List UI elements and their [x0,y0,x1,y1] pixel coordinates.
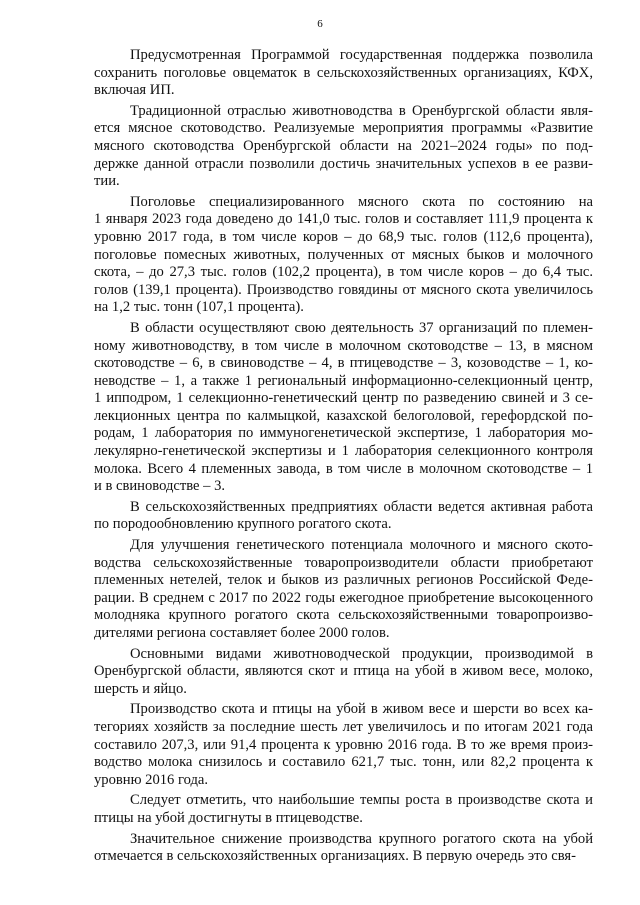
text-line: ному животноводству, в том числе в молочном скотоводстве – 13, в мясном [94,337,593,354]
text-line: уровню 2017 года, в том числе коров – до 68,9 тыс. голов (112,6 процента), [94,228,593,245]
text-line: родам, 1 лаборатория по иммуногенетической экспертизе, 1 лаборатория мо- [94,425,593,442]
text-line: 1 января 2023 года доведено до 141,0 тыс. голов и составляет 111,9 процента к [94,211,593,228]
text-line: Предусмотренная Программой государственная поддержка позволила [130,47,593,63]
paragraph [94,537,593,643]
text-line: по породообновлению крупного рогатого скота. [94,516,392,533]
text-line: молодняка крупного рогатого скота сельскохозяйственными товаропроизво- [94,607,593,624]
text-line: племенных нетелей, телок и быков из различных регионов Российской Феде- [94,572,593,589]
text-line: включая ИП. [94,82,175,99]
text-line: Оренбургской области, являются скот и птица на убой в живом весе, молоко, [94,663,593,680]
paragraph [94,194,593,317]
paragraph [94,320,593,496]
text-line: водства сельскохозяйственные товаропроизводители области приобретают [94,554,593,571]
text-line: скота, – до 27,3 тыс. голов (102,2 процента), в том числе коров – до 6,4 тыс. [94,264,593,281]
text-line: Значительное снижение производства крупного рогатого скота на убой [130,830,593,847]
text-line: отмечается в сельскохозяйственных организациях. В первую очередь это свя- [94,848,576,865]
text-line: держке данной отрасли позволили достичь значительных успехов в ее разви- [94,155,593,172]
text-line: Традиционной отраслью животноводства в Оренбургской области явля- [130,102,593,119]
paragraph [94,701,593,789]
text-line: на 1,2 тыс. тонн (107,1 процента). [94,299,304,316]
text-line: молока. Всего 4 племенных завода, в том числе в молочном скотоводстве – 1 [94,460,593,477]
text-line: В сельскохозяйственных предприятиях области ведется активная работа [130,498,593,515]
text-line: Поголовье специализированного мясного скота по состоянию на [130,193,593,210]
text-line: дителями региона составляет более 2000 голов. [94,625,390,641]
text-line: мясного скотоводства Оренбургской области на 2021–2024 годы» по под- [94,137,593,154]
text-line: тегориях хозяйств за последние шесть лет увеличилось и по итогам 2021 года [94,718,593,735]
paragraph [94,499,593,534]
text-line: рации. В среднем с 2017 по 2022 годы ежегодное приобретение высокоценного [94,589,593,606]
text-line: лекционных центра по калмыцкой, казахской белоголовой, герефордской по- [94,407,593,424]
text-line: сохранить поголовье овцематок в сельскохозяйственных организациях, КФХ, [94,64,593,81]
text-line: лекулярно-генетической экспертизы и 1 лаборатория селекционного контроля [94,443,593,460]
text-line: Для улучшения генетического потенциала молочного и мясного ското- [130,537,593,554]
text-line: шерсть и яйцо. [94,680,187,697]
text-line: Основными видами животноводческой продукции, производимой в [130,645,593,662]
text-line: 1 ипподром, 1 селекционно-генетический центр по разведению свиней и 3 се- [94,390,593,407]
text-line: водство молока снизилось и составило 621,7 тыс. тонн, или 82,2 процента к [94,754,593,771]
paragraph [94,831,593,866]
text-line: скотоводстве – 6, в свиноводстве – 4, в птицеводстве – 3, козоводстве – 1, ко- [94,355,593,372]
paragraph [94,47,593,100]
text-line: Следует отметить, что наибольшие темпы роста в производстве скота и [130,792,593,809]
text-line: уровню 2016 года. [94,771,209,788]
text-line: тии. [94,173,120,190]
text-line: голов (139,1 процента). Производство говядины от мясного скота увеличилось [94,281,593,298]
text-line: ется мясное скотоводство. Реализуемые мероприятия программы «Развитие [94,120,593,137]
text-line: составило 207,3, или 91,4 процента к уровню 2016 года. В то же время произ- [94,736,593,753]
text-line: В области осуществляют свою деятельность 37 организаций по племен- [130,319,593,336]
paragraph [94,792,593,827]
text-line: и в свиноводстве – 3. [94,478,226,495]
text-line: неводстве – 1, а также 1 региональный информационно-селекционный центр, [94,372,593,389]
paragraph [94,103,593,191]
body-text [94,47,593,869]
text-line: поголовье помесных животных, полученных от мясных быков и молочного [94,246,593,263]
text-line: птицы на убой достигнуты в птицеводстве. [94,809,363,826]
page-number: 6 [317,18,323,30]
text-line: Производство скота и птицы на убой в живом весе и шерсти во всех ка- [130,701,593,718]
paragraph [94,646,593,699]
